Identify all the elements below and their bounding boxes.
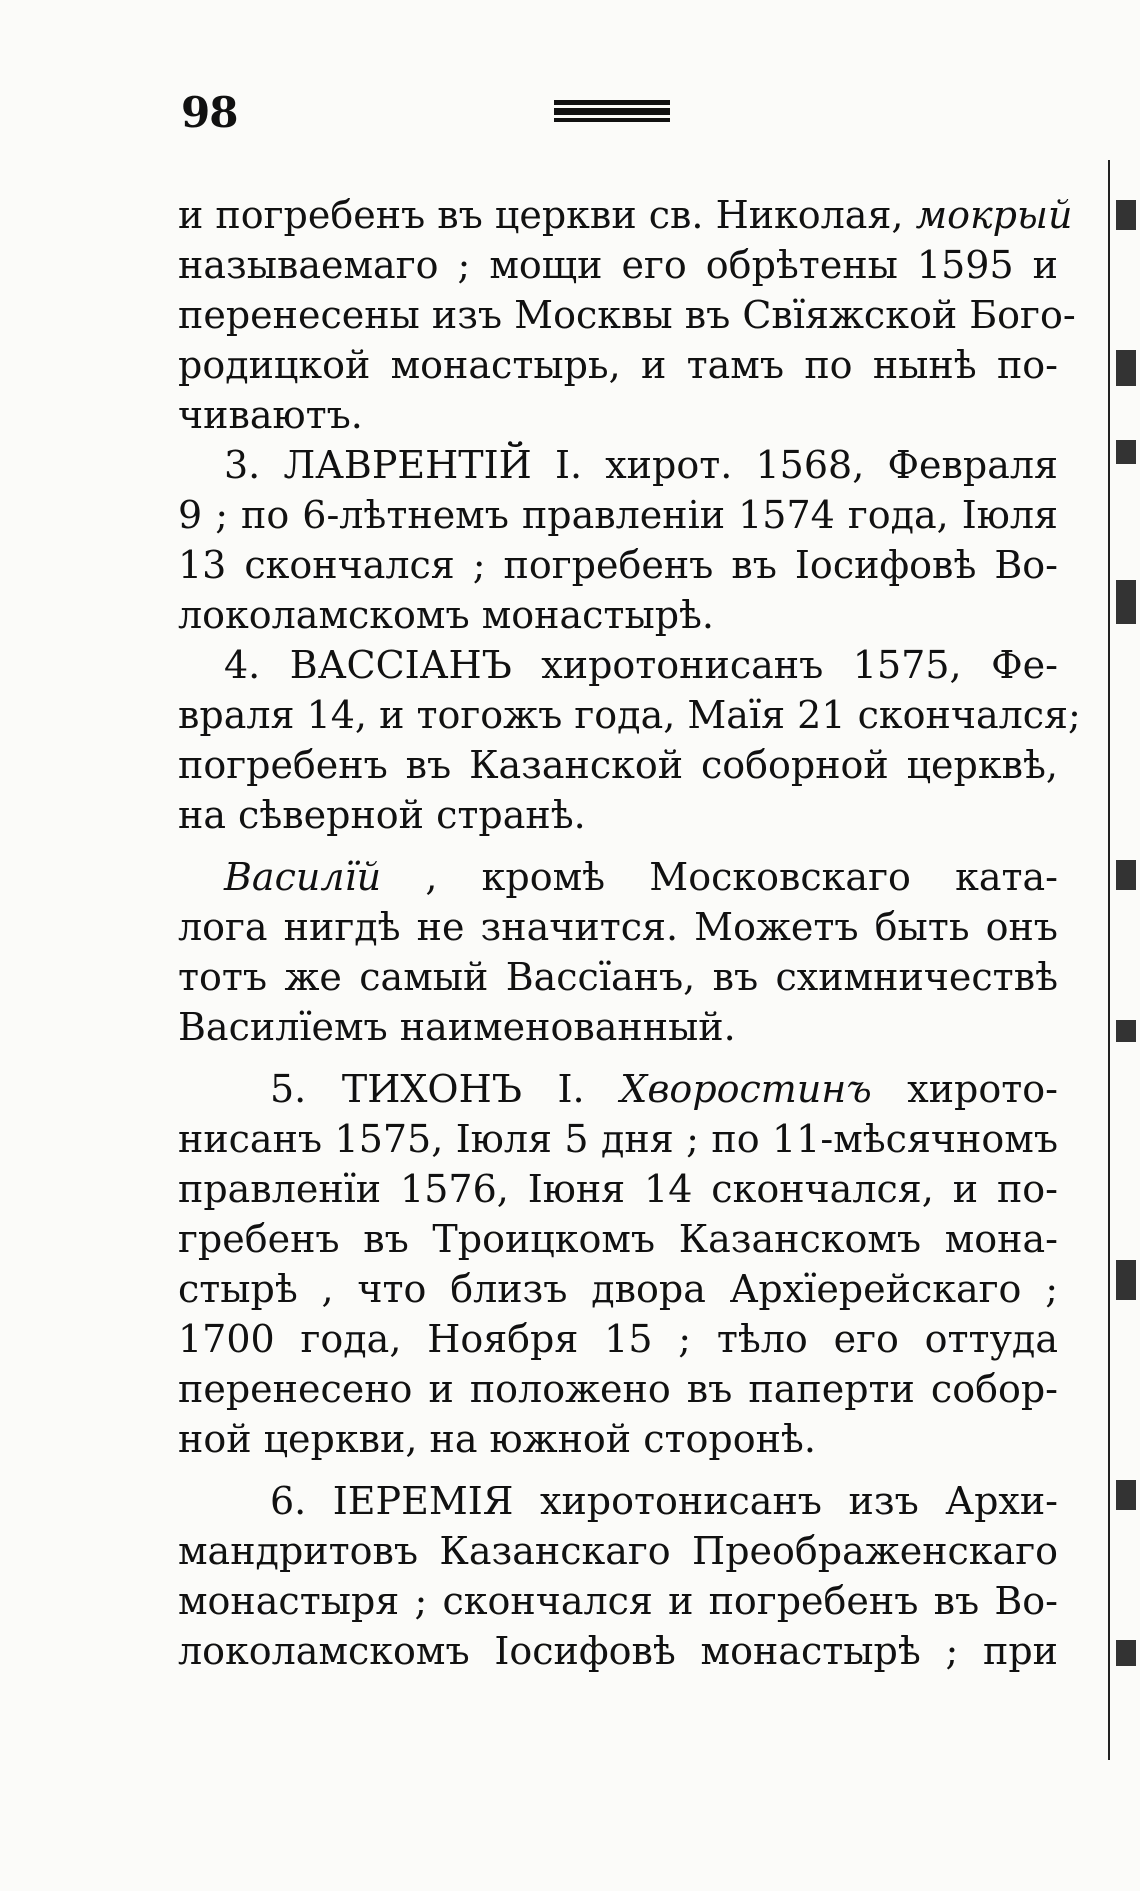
text-line: тотъ же самый Вассїанъ, въ схимничествѣ (178, 955, 1058, 999)
text-line: на сѣверной странѣ. (178, 793, 586, 837)
text-line: 4. ВАССIАНЪ хиротонисанъ 1575, Фе- (224, 643, 1058, 687)
text-line: Василїй , кромѣ Московскаго ката- (224, 855, 1058, 899)
text-line: перенесены изъ Москвы въ Свїяжской Бого- (178, 293, 1076, 337)
text-line: локоламскомъ монастырѣ. (178, 593, 715, 637)
text-line: нисанъ 1575, Iюля 5 дня ; по 11-мѣсячномъ (178, 1117, 1058, 1161)
text-line: локоламскомъ Iосифовѣ монастырѣ ; при (178, 1629, 1058, 1673)
paragraph-gap (178, 1464, 1058, 1476)
text-line: перенесено и положено въ паперти собор- (178, 1367, 1058, 1411)
text-line: 9 ; по 6-лѣтнемъ правленiи 1574 года, Iюля (178, 493, 1058, 537)
text-line: 6. IЕРЕМIЯ хиротонисанъ изъ Архи- (270, 1479, 1058, 1523)
text-line: родицкой монастырь, и тамъ по нынѣ по- (178, 343, 1058, 387)
paragraph-gap (178, 840, 1058, 852)
text-line: 5. ТИХОНЪ I. Хворостинъ хирото- (270, 1067, 1059, 1111)
text-line: 1700 года, Ноября 15 ; тѣло его оттуда (178, 1317, 1058, 1361)
text-line: называемаго ; мощи его обрѣтены 1595 и (178, 243, 1058, 287)
paragraph-gap (178, 1052, 1058, 1064)
text-line: погребенъ въ Казанской соборной церквѣ, (178, 743, 1058, 787)
text-line: лога нигдѣ не значится. Можетъ быть онъ (178, 905, 1058, 949)
text-line: враля 14, и тогожъ года, Маїя 21 скончался; (178, 693, 1081, 737)
text-line: гребенъ въ Троицкомъ Казанскомъ мона- (178, 1217, 1058, 1261)
body-text (178, 190, 1081, 1676)
text-line: 13 скончался ; погребенъ въ Iосифовѣ Во- (178, 543, 1058, 587)
text-line: Василїемъ наименованный. (178, 1005, 736, 1049)
page-number: 98 (181, 88, 238, 137)
text-line: стырѣ , что близъ двора Архїерейскаго ; (178, 1267, 1058, 1311)
text-line: и погребенъ въ церкви св. Николая, мокрый (178, 193, 1073, 237)
text-line: монастыря ; скончался и погребенъ въ Во- (178, 1579, 1058, 1623)
text-line: правленїи 1576, Iюня 14 скончался, и по- (178, 1167, 1058, 1211)
text-line: мандритовъ Казанскаго Преображенскаго (178, 1529, 1058, 1573)
text-line: 3. ЛАВРЕНТIЙ I. хирот. 1568, Февраля (224, 443, 1058, 487)
adjacent-page-bleed (1108, 160, 1140, 1760)
text-line: ной церкви, на южной сторонѣ. (178, 1417, 816, 1461)
header-ornament (554, 100, 670, 122)
text-line: чиваютъ. (178, 393, 363, 437)
